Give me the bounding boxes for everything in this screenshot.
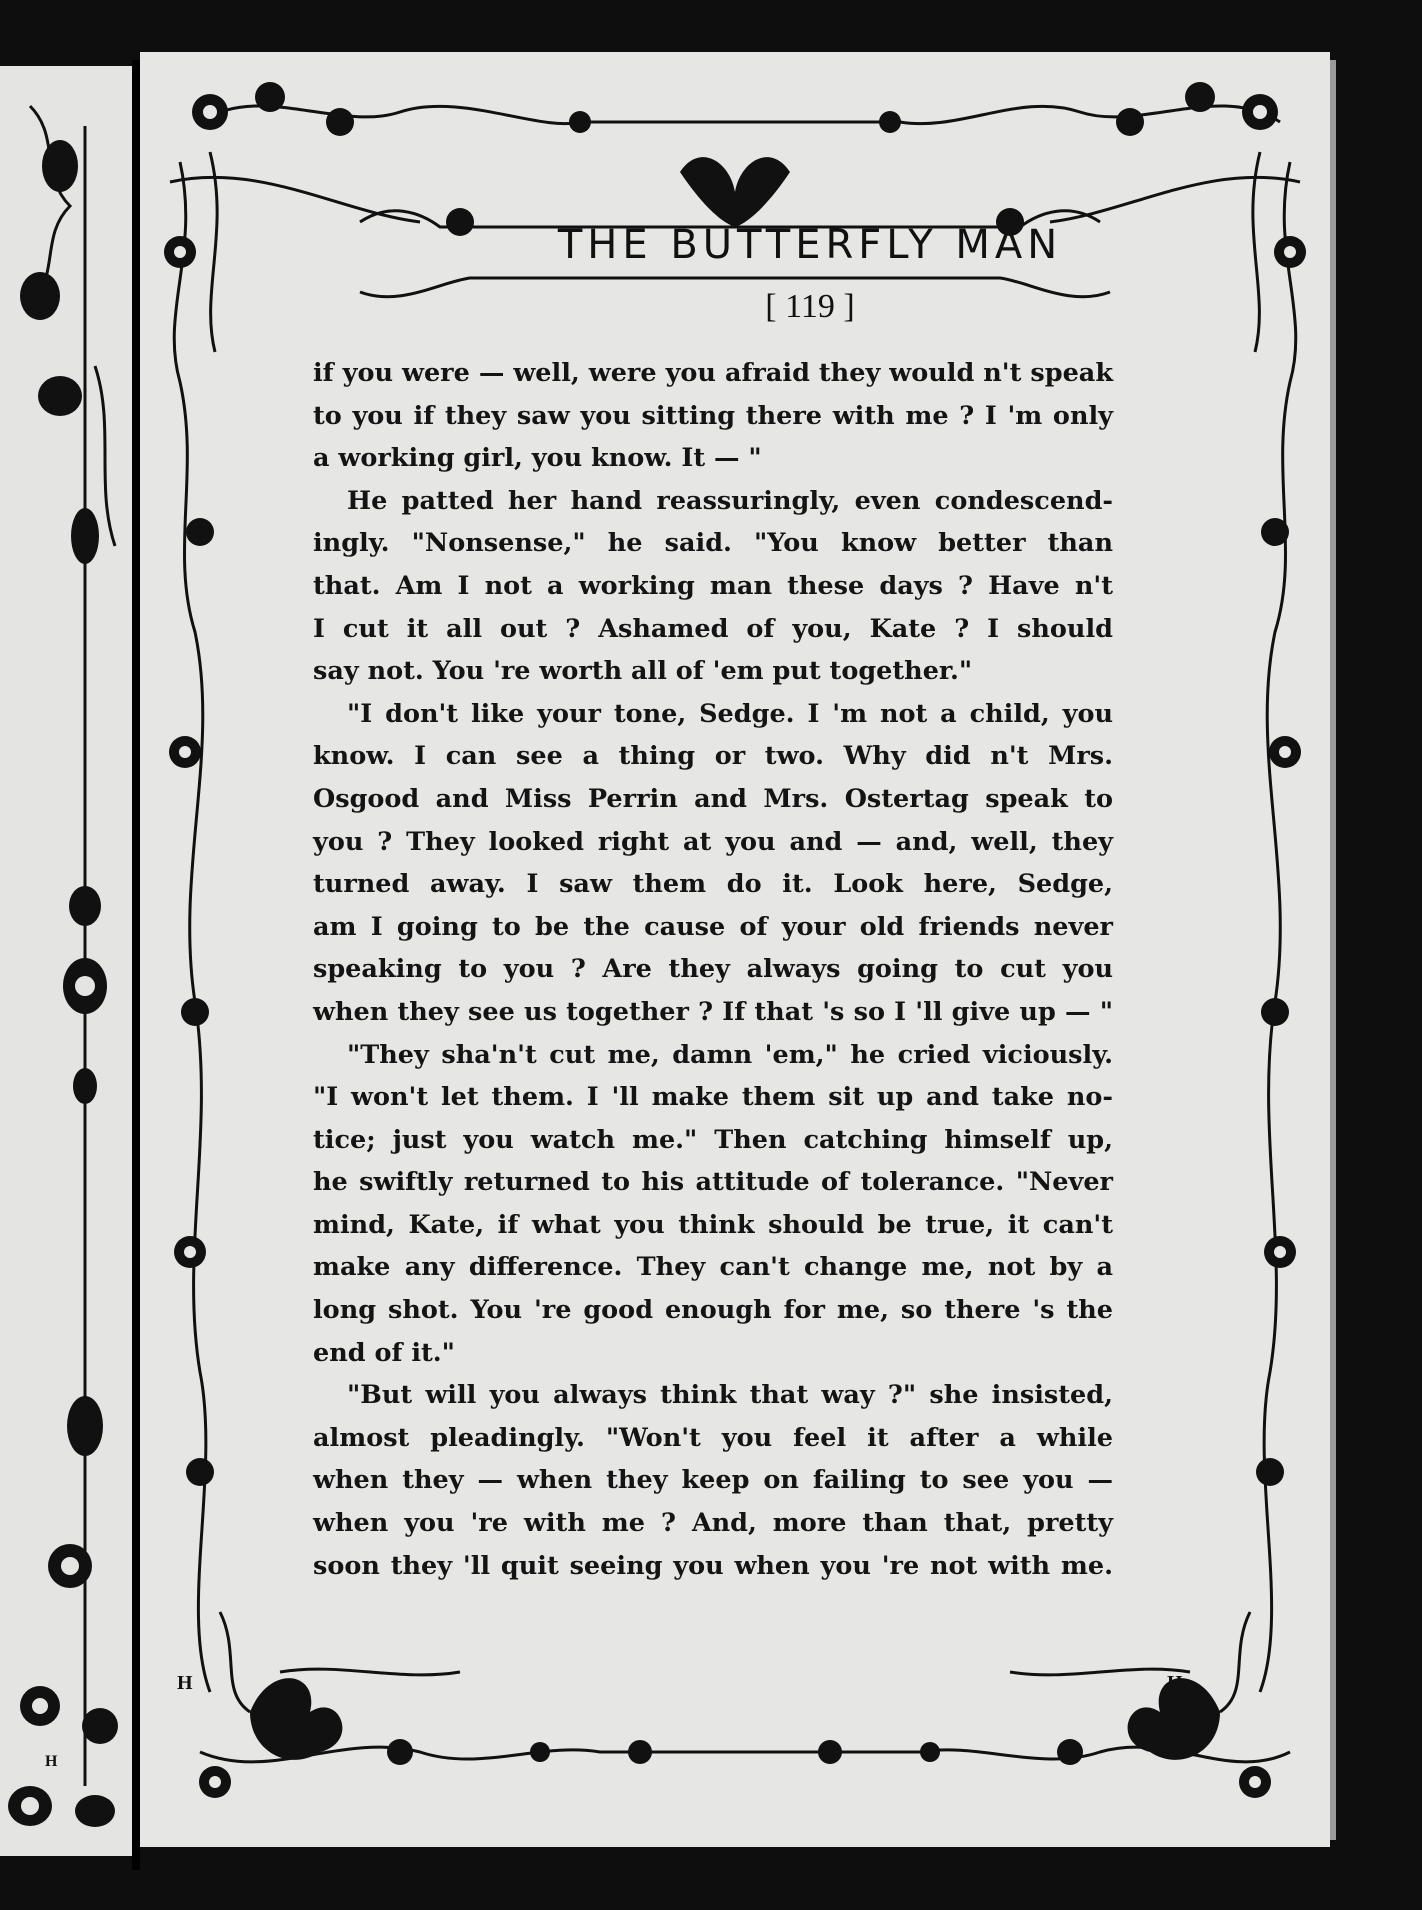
text-line: turned away. I saw them do it. Look here, Sedge, <box>313 869 1113 900</box>
page-edge <box>1330 60 1336 1840</box>
text-line: he swiftly returned to his attitude of tolerance. "Never <box>313 1167 1113 1198</box>
text-line: say not. You 're worth all of 'em put together." <box>313 656 973 687</box>
svg-text:H: H <box>45 1753 58 1770</box>
text-line: long shot. You 're good enough for me, so there 's the <box>313 1295 1113 1326</box>
running-header-title: THE BUTTERFLY MAN <box>557 222 1063 268</box>
monogram-right: H <box>1167 1672 1183 1694</box>
facing-page-fragment <box>0 66 132 1856</box>
text-line: "I won't let them. I 'll make them sit up and take no- <box>313 1082 1113 1113</box>
text-line: am I going to be the cause of your old friends never <box>313 911 1113 942</box>
text-line: "They sha'n't cut me, damn 'em," he cried viciously. <box>347 1039 1113 1070</box>
text-line: when they — when they keep on failing to see you — <box>313 1465 1113 1496</box>
text-line: I cut it all out ? Ashamed of you, Kate ? I should <box>313 613 1113 644</box>
text-line: soon they 'll quit seeing you when you 're not with me. <box>313 1550 1113 1581</box>
text-line: almost pleadingly. "Won't you feel it after a while <box>313 1422 1113 1453</box>
text-line: ingly. "Nonsense," he said. "You know better than <box>313 528 1113 559</box>
text-line: when you 're with me ? And, more than that, pretty <box>313 1508 1113 1539</box>
book-gutter <box>132 60 140 1870</box>
text-line: end of it." <box>313 1337 455 1368</box>
text-line: when they see us together ? If that 's so I 'll give up — " <box>313 996 1113 1027</box>
text-line: "But will you always think that way ?" she insisted, <box>347 1380 1113 1411</box>
facing-page-border-ornament <box>0 66 132 1856</box>
text-line: speaking to you ? Are they always going to cut you <box>313 954 1113 985</box>
text-line: He patted her hand reassuringly, even condescend- <box>347 485 1113 516</box>
page-number: [ 119 ] <box>765 288 855 325</box>
text-line: make any difference. They can't change me, not by a <box>313 1252 1113 1283</box>
text-line: Osgood and Miss Perrin and Mrs. Ostertag speak to <box>313 783 1113 814</box>
monogram-left: H <box>177 1672 193 1694</box>
text-line: that. Am I not a working man these days ? Have n't <box>313 570 1113 601</box>
text-line: to you if they saw you sitting there with me ? I 'm only <box>313 400 1113 431</box>
text-line: a working girl, you know. It — " <box>313 443 762 474</box>
text-line: "I don't like your tone, Sedge. I 'm not a child, you <box>347 698 1113 729</box>
text-line: mind, Kate, if what you think should be true, it can't <box>313 1209 1113 1240</box>
body-text <box>313 352 1113 1587</box>
text-line: if you were — well, were you afraid they would n't speak <box>313 358 1113 388</box>
text-line: you ? They looked right at you and — and, well, they <box>313 826 1113 857</box>
text-line: tice; just you watch me." Then catching himself up, <box>313 1124 1113 1155</box>
text-line: know. I can see a thing or two. Why did n't Mrs. <box>313 741 1113 772</box>
